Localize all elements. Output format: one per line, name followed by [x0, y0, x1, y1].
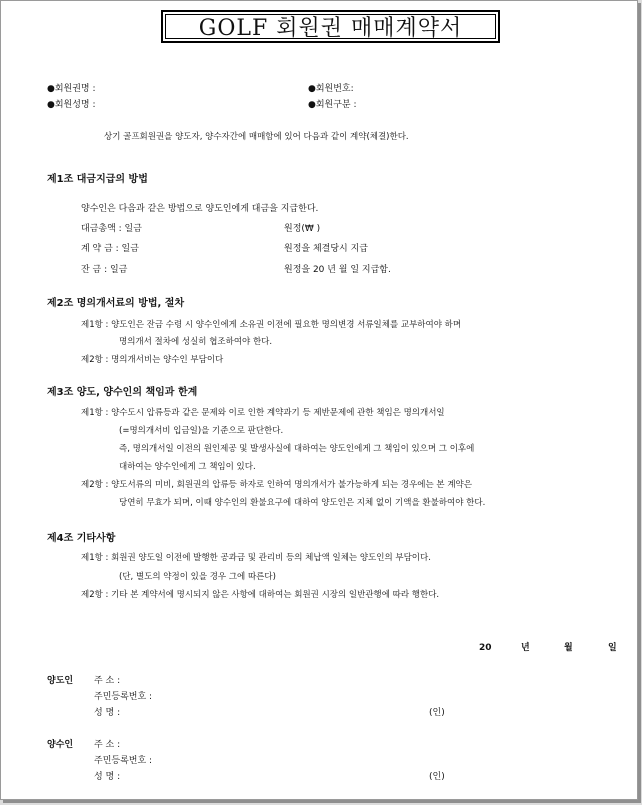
- total-price-label: 대금총액 : 일금: [81, 224, 142, 234]
- seller-role: 양도인: [47, 676, 74, 686]
- title-box: [161, 10, 500, 43]
- article2-heading: 제2조 명의개서료의 방법, 절차: [47, 298, 185, 309]
- article4-para2: 제2항 : 기타 본 계약서에 명시되지 않은 사항에 대하여는 회원권 시장의 일반관행에 따라 행한다.: [81, 590, 440, 600]
- membership-name-label: ●회원권명 :: [47, 84, 96, 94]
- deposit-label: 계 약 금 : 일금: [81, 244, 139, 254]
- article4-para1-line2: (단, 별도의 약정이 있을 경우 그에 따른다): [119, 572, 276, 582]
- seller-address-label: 주 소 :: [94, 676, 121, 686]
- date-day-unit: 일: [608, 643, 617, 653]
- buyer-name-label: 성 명 :: [94, 772, 121, 782]
- balance-label: 잔 금 : 일금: [81, 265, 128, 275]
- buyer-id-label: 주민등록번호 :: [94, 756, 153, 766]
- intro-text: 상기 골프회원권을 양도자, 양수자간에 매매함에 있어 다음과 같이 계약(체결)한다.: [104, 132, 409, 142]
- date-year-unit: 년: [521, 643, 530, 653]
- article3-heading: 제3조 양도, 양수인의 책임과 한계: [47, 387, 198, 398]
- article3-para1-line2: (=명의개서비 입금일)을 기준으로 판단한다.: [119, 426, 284, 436]
- article3-para2-line2: 당연히 무효가 되며, 이때 양수인의 환불요구에 대하여 양도인은 지체 없이 기액을 환불하여야 한다.: [119, 498, 486, 508]
- article1-heading: 제1조 대금지급의 방법: [47, 174, 148, 185]
- seller-name-label: 성 명 :: [94, 708, 121, 718]
- buyer-address-label: 주 소 :: [94, 740, 121, 750]
- article3-para1-line1: 제1항 : 양수도시 압류등과 같은 문제와 이로 인한 계약과기 등 제반문제에 관한 책임은 명의개서일: [81, 408, 445, 418]
- seller-seal: (인): [429, 708, 445, 718]
- member-name-label: ●회원성명 :: [47, 100, 96, 110]
- article4-para1-line1: 제1항 : 회원권 양도일 이전에 발행한 공과금 및 관리비 등의 체납액 일체는 양도인의 부담이다.: [81, 553, 431, 563]
- article3-para2-line1: 제2항 : 양도서류의 미비, 회원권의 압류등 하자로 인하여 명의개서가 불가능하게 되는 경우에는 본 계약은: [81, 480, 472, 490]
- article3-para1-line3: 즉, 명의개서일 이전의 원인제공 및 발생사실에 대하여는 양도인에게 그 책임이 있으며 그 이후에: [119, 444, 475, 454]
- member-type-label: ●회원구분 :: [308, 100, 357, 110]
- article2-para1-line1: 제1항 : 양도인은 잔금 수령 시 양수인에게 소유권 이전에 필요한 명의변경 서류일체를 교부하여야 하며: [81, 320, 462, 330]
- membership-no-label: ●회원번호:: [308, 84, 354, 94]
- article4-heading: 제4조 기타사항: [47, 533, 116, 544]
- buyer-role: 양수인: [47, 740, 74, 750]
- balance-value: 원정을 20 년 월 일 지급함.: [284, 265, 391, 275]
- document-title: GOLF 회원권 매매계약서: [165, 14, 496, 39]
- seller-id-label: 주민등록번호 :: [94, 692, 153, 702]
- total-price-value: 원정(₩ ): [284, 224, 321, 234]
- date-month-unit: 월: [564, 643, 573, 653]
- article2-para1-line2: 명의개서 절차에 성실히 협조하여야 한다.: [119, 337, 273, 347]
- article3-para1-line4: 대하여는 양수인에게 그 책임이 있다.: [119, 462, 256, 472]
- article2-para2: 제2항 : 명의개서비는 양수인 부담이다: [81, 355, 224, 365]
- deposit-value: 원정을 체결당시 지급: [284, 244, 368, 254]
- article1-text: 양수인은 다음과 같은 방법으로 양도인에게 대금을 지급한다.: [81, 204, 319, 214]
- date-year: 20: [479, 643, 492, 653]
- buyer-seal: (인): [429, 772, 445, 782]
